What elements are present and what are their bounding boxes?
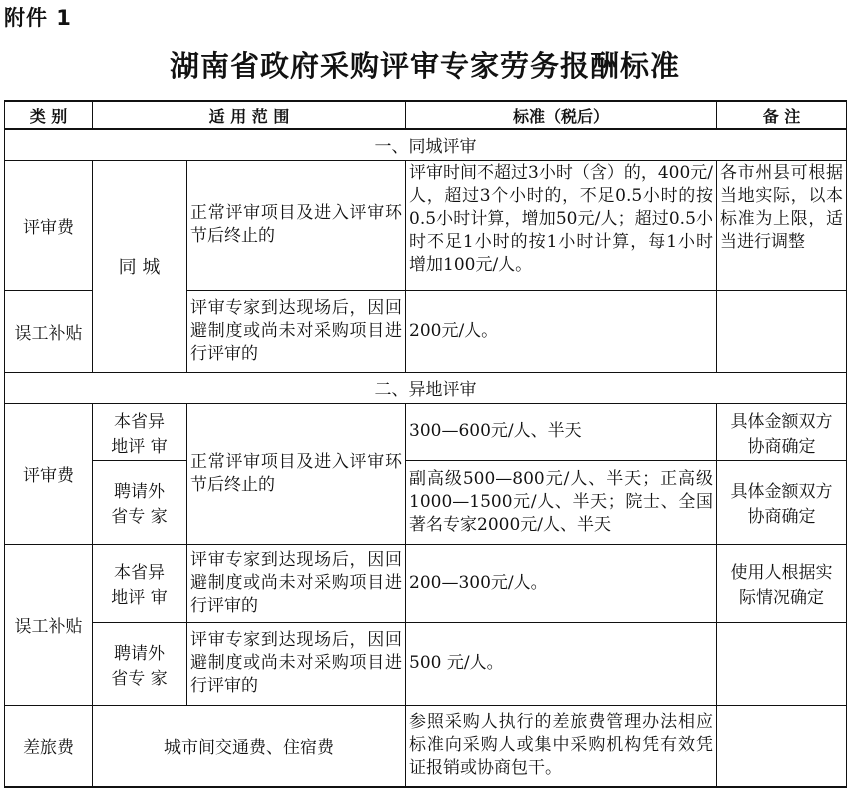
table-row [5, 705, 847, 787]
category-cell: 误工补贴 [5, 290, 93, 372]
subgroup-cell: 本省异地评 审 [93, 544, 187, 622]
standard-cell: 200元/人。 [406, 290, 717, 372]
subgroup-cell: 聘请外省专 家 [93, 622, 187, 705]
remark-cell: 具体金额双方协商确定 [717, 460, 847, 544]
standard-cell: 评审时间不超过3小时（含）的，400元/人，超过3个小时的，不足0.5小时的按0.5小时计算，增加50元/人；超过0.5小时不足1小时的按1小时计算，每1小时增加100元/人。 [406, 160, 717, 290]
scope-cell: 评审专家到达现场后，因回避制度或尚未对采购项目进行评审的 [187, 544, 406, 622]
category-cell: 误工补贴 [5, 544, 93, 705]
section-title-remote: 二、异地评审 [5, 372, 847, 403]
document-title: 湖南省政府采购评审专家劳务报酬标准 [169, 49, 680, 83]
header-scope: 适 用 范 围 [93, 101, 406, 129]
scope-cell: 评审专家到达现场后，因回避制度或尚未对采购项目进行评审的 [187, 290, 406, 372]
table-row [5, 403, 847, 460]
category-cell: 评审费 [5, 160, 93, 290]
fee-standard-table [4, 100, 847, 788]
attachment-label: 附件 1 [4, 6, 72, 30]
standard-cell: 200—300元/人。 [406, 544, 717, 622]
scope-cell: 评审专家到达现场后，因回避制度或尚未对采购项目进行评审的 [187, 622, 406, 705]
table-row [5, 622, 847, 705]
standard-cell: 参照采购人执行的差旅费管理办法相应标准向采购人或集中采购机构凭有效凭证报销或协商包干。 [406, 705, 717, 787]
remark-cell: 使用人根据实际情况确定 [717, 544, 847, 622]
header-row [5, 101, 847, 129]
scope-cell: 正常评审项目及进入评审环节后终止的 [187, 160, 406, 290]
remark-cell: 具体金额双方协商确定 [717, 403, 847, 460]
standard-cell: 500 元/人。 [406, 622, 717, 705]
category-cell: 差旅费 [5, 705, 93, 787]
subgroup-cell: 聘请外省专 家 [93, 460, 187, 544]
table-row [5, 160, 847, 290]
scope-cell: 城市间交通费、住宿费 [93, 705, 406, 787]
section-title-local: 一、同城评审 [5, 129, 847, 160]
remark-cell [717, 622, 847, 705]
scope-cell: 正常评审项目及进入评审环节后终止的 [187, 403, 406, 544]
standard-cell: 副高级500—800元/人、半天；正高级1000—1500元/人、半天；院士、全国著名专家2000元/人、半天 [406, 460, 717, 544]
category-cell: 评审费 [5, 403, 93, 544]
section-row [5, 129, 847, 160]
subgroup-cell: 本省异地评 审 [93, 403, 187, 460]
remark-cell [717, 705, 847, 787]
header-category: 类 别 [5, 101, 93, 129]
header-remark: 备 注 [717, 101, 847, 129]
header-standard: 标准（税后） [406, 101, 717, 129]
group-local-cell: 同 城 [93, 160, 187, 372]
standard-cell: 300—600元/人、半天 [406, 403, 717, 460]
table-row [5, 460, 847, 544]
remark-cell: 各市州县可根据当地实际，以本标准为上限，适当进行调整 [717, 160, 847, 290]
remark-cell [717, 290, 847, 372]
section-row [5, 372, 847, 403]
table-row [5, 544, 847, 622]
